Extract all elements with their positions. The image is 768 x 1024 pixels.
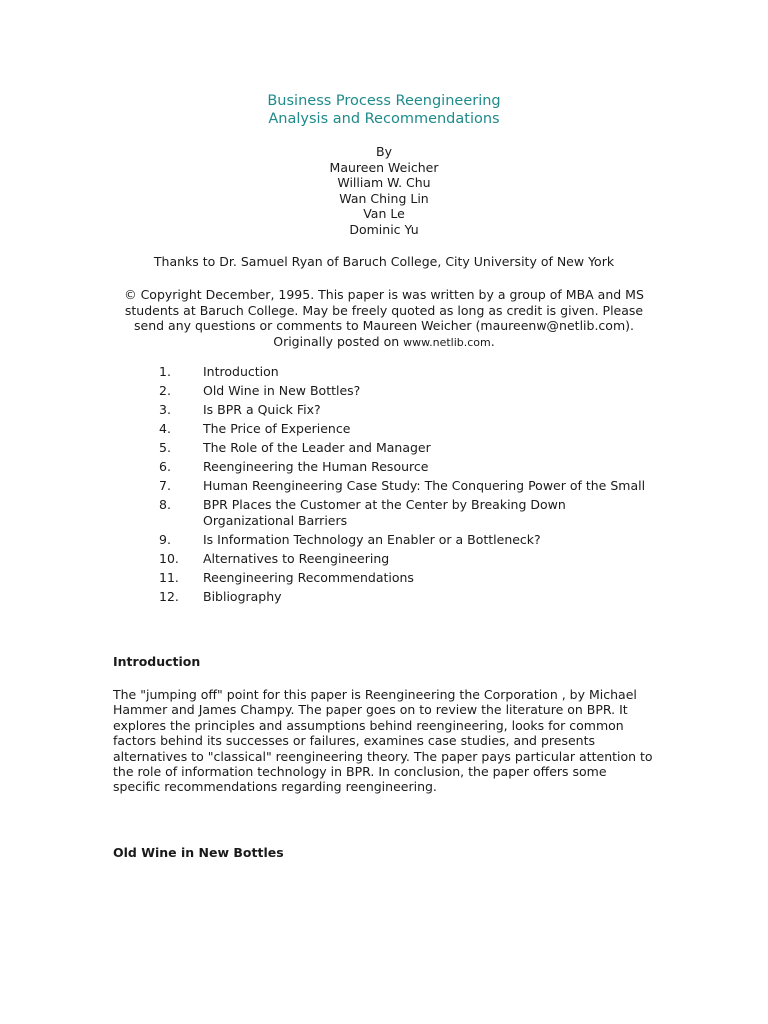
author-name: Dominic Yu: [349, 221, 419, 237]
posted-on-label: Originally posted on: [273, 333, 400, 349]
toc-item[interactable]: [0, 402, 768, 418]
author-name: Van Le: [363, 206, 405, 221]
toc-link[interactable]: Reengineering Recommendations: [203, 569, 414, 585]
toc-number: 9.: [159, 531, 171, 547]
author-name: Wan Ching Lin: [339, 190, 429, 206]
toc-link[interactable]: Reengineering the Human Resource: [203, 459, 429, 474]
toc-number: 12.: [159, 588, 179, 604]
acknowledgement: Thanks to Dr. Samuel Ryan of Baruch College, City University of New York: [153, 254, 615, 269]
byline: [0, 144, 768, 237]
toc-item[interactable]: [0, 459, 768, 475]
title-line-2: Analysis and Recommendations: [268, 111, 500, 127]
toc-number: 2.: [159, 383, 171, 398]
toc-link[interactable]: Bibliography: [203, 588, 282, 604]
toc-item[interactable]: [0, 532, 768, 548]
toc-number: 3.: [159, 402, 171, 417]
title-line-1: Business Process Reengineering: [267, 93, 501, 109]
toc-number: 5.: [159, 440, 171, 455]
author-name: William W. Chu: [337, 175, 431, 190]
toc-link[interactable]: BPR Places the Customer at the Center by Breaking Down Organizational Barriers: [203, 497, 566, 528]
copyright-line: © Copyright December, 1995. This paper is was written by a group of MBA and MS: [124, 287, 644, 302]
toc-number: 8.: [159, 497, 171, 512]
toc-item[interactable]: [0, 497, 768, 528]
toc-link[interactable]: Is Information Technology an Enabler or a Bottleneck?: [203, 531, 541, 547]
author-name: Maureen Weicher: [329, 159, 439, 175]
toc-item[interactable]: [0, 383, 768, 399]
copyright-line: send any questions or comments to Maureen Weicher (maureenw@netlib.com).: [134, 318, 634, 333]
toc-link[interactable]: Introduction: [203, 364, 279, 379]
toc-link[interactable]: Is BPR a Quick Fix?: [203, 402, 321, 417]
toc-item[interactable]: [0, 570, 768, 586]
copyright-notice: [0, 287, 768, 350]
period: .: [490, 333, 495, 349]
toc-item[interactable]: [0, 589, 768, 605]
toc-item[interactable]: [0, 478, 768, 494]
toc-item[interactable]: [0, 364, 768, 380]
toc-link[interactable]: Old Wine in New Bottles?: [203, 383, 361, 398]
toc-link[interactable]: The Price of Experience: [203, 421, 351, 436]
toc-link[interactable]: The Role of the Leader and Manager: [203, 440, 431, 455]
document-title: [0, 92, 768, 128]
section-heading-old-wine: Old Wine in New Bottles: [113, 845, 284, 860]
introduction-paragraph: The "jumping off" point for this paper is Reengineering the Corporation , by Michael Hammer and James Champy. The paper goes on to review the literature on BPR. It explores the principles and assumptions behind reengineering, looks for common factors behind its successes or failures, examines case studies, and presents alternatives to "classical" reengineering theory. The paper pays particular attention to the role of information technology in BPR. In conclusion, the paper offers some specific recommendations regarding reengineering.: [113, 687, 653, 795]
byline-by: By: [376, 144, 392, 159]
toc-item[interactable]: [0, 421, 768, 437]
toc-number: 11.: [159, 569, 179, 585]
toc-number: 4.: [159, 421, 171, 436]
table-of-contents: [0, 364, 768, 608]
copyright-line: students at Baruch College. May be freely quoted as long as credit is given. Please: [124, 302, 644, 318]
toc-number: 6.: [159, 459, 171, 474]
toc-item[interactable]: [0, 440, 768, 456]
copyright-line: [0, 334, 768, 351]
toc-link[interactable]: Human Reengineering Case Study: The Conquering Power of the Small: [203, 478, 646, 493]
section-heading-introduction: Introduction: [113, 654, 201, 669]
toc-item[interactable]: [0, 551, 768, 567]
site-link[interactable]: www.netlib.com: [403, 335, 491, 349]
toc-number: 7.: [159, 478, 171, 493]
toc-number: 1.: [159, 364, 171, 379]
toc-number: 10.: [159, 550, 179, 566]
toc-link[interactable]: Alternatives to Reengineering: [203, 550, 390, 566]
